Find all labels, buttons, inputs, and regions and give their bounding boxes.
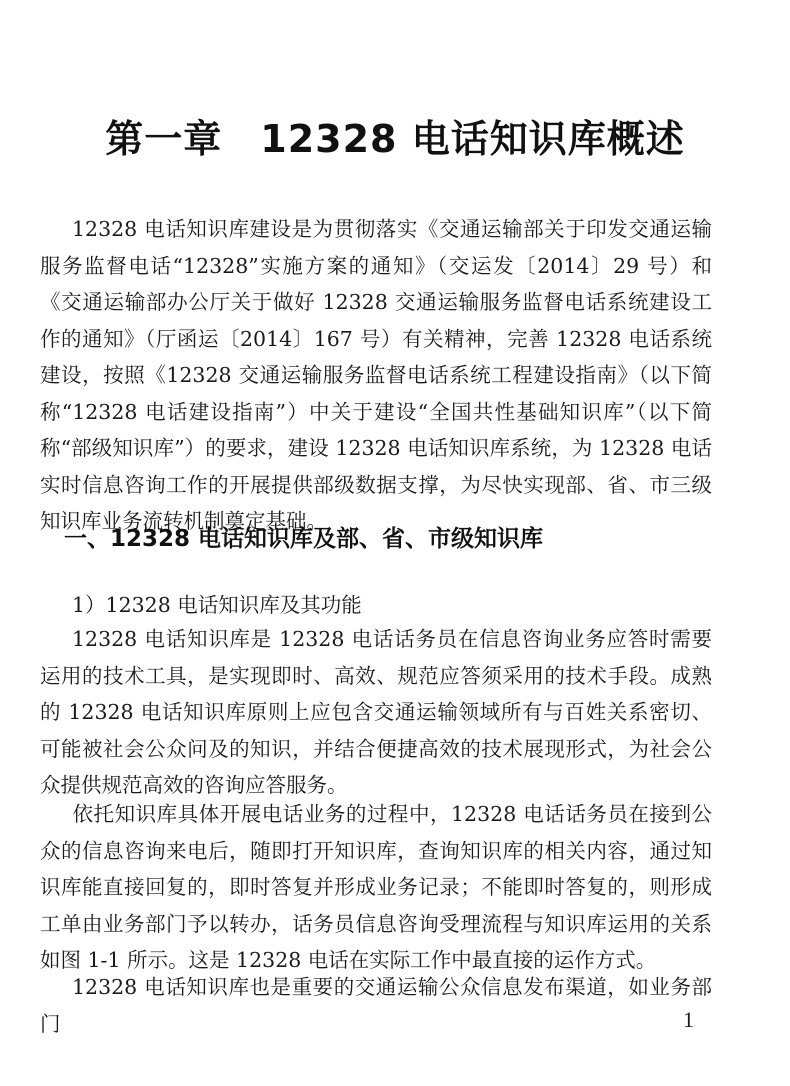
intro-paragraph	[40, 211, 712, 540]
sub-heading: 1）12328 电话知识库及其功能	[72, 593, 362, 617]
paragraph-knowledge-base-function	[40, 621, 712, 804]
paragraph-workflow	[40, 796, 712, 979]
section-heading: 一、12328 电话知识库及部、省、市级知识库	[64, 526, 544, 552]
page-number: 1	[683, 1007, 694, 1032]
paragraph-text: 12328 电话知识库也是重要的交通运输公众信息发布渠道，如业务部门	[40, 975, 712, 1036]
paragraph-text: 12328 电话知识库是 12328 电话话务员在信息咨询业务应答时需要运用的技术工具，是实现即时、高效、规范应答须采用的技术手段。成熟的 12328 电话知识库原则上应包含交通运输领域所有与百姓关系密切、可能被社会公众问及的知识，并结合便捷高效的技术展现形式，为社会公众提供规范高效的咨询应答服务。	[40, 627, 712, 797]
chapter-label: 第一章	[105, 117, 223, 161]
intro-paragraph-text: 12328 电话知识库建设是为贯彻落实《交通运输部关于印发交通运输服务监督电话“12328”实施方案的通知》（交运发〔2014〕29 号）和《交通运输部办公厅关于做好 12328 交通运输服务监督电话系统建设工作的通知》（厅函运〔2014〕167 号）有关精神，完善 12328 电话系统建设，按照《12328 交通运输服务监督电话系统工程建设指南》（以下简称“12328 电话建设指南”）中关于建设“全国共性基础知识库”（以下简称“部级知识库”）的要求，建设 12328 电话知识库系统，为 12328 电话实时信息咨询工作的开展提供部级数据支撑，为尽快实现部、省、市三级知识库业务流转机制奠定基础。	[40, 217, 712, 533]
paragraph-text: 依托知识库具体开展电话业务的过程中，12328 电话话务员在接到公众的信息咨询来电后，随即打开知识库，查询知识库的相关内容，通过知识库能直接回复的，即时答复并形成业务记录；不能即时答复的，则形成工单由业务部门予以转办，话务员信息咨询受理流程与知识库运用的关系如图 1-1 所示。这是 12328 电话在实际工作中最直接的运作方式。	[40, 802, 712, 972]
chapter-title-text: 12328 电话知识库概述	[260, 117, 685, 161]
paragraph-publishing-channel	[40, 969, 712, 1042]
chapter-title	[0, 108, 790, 163]
